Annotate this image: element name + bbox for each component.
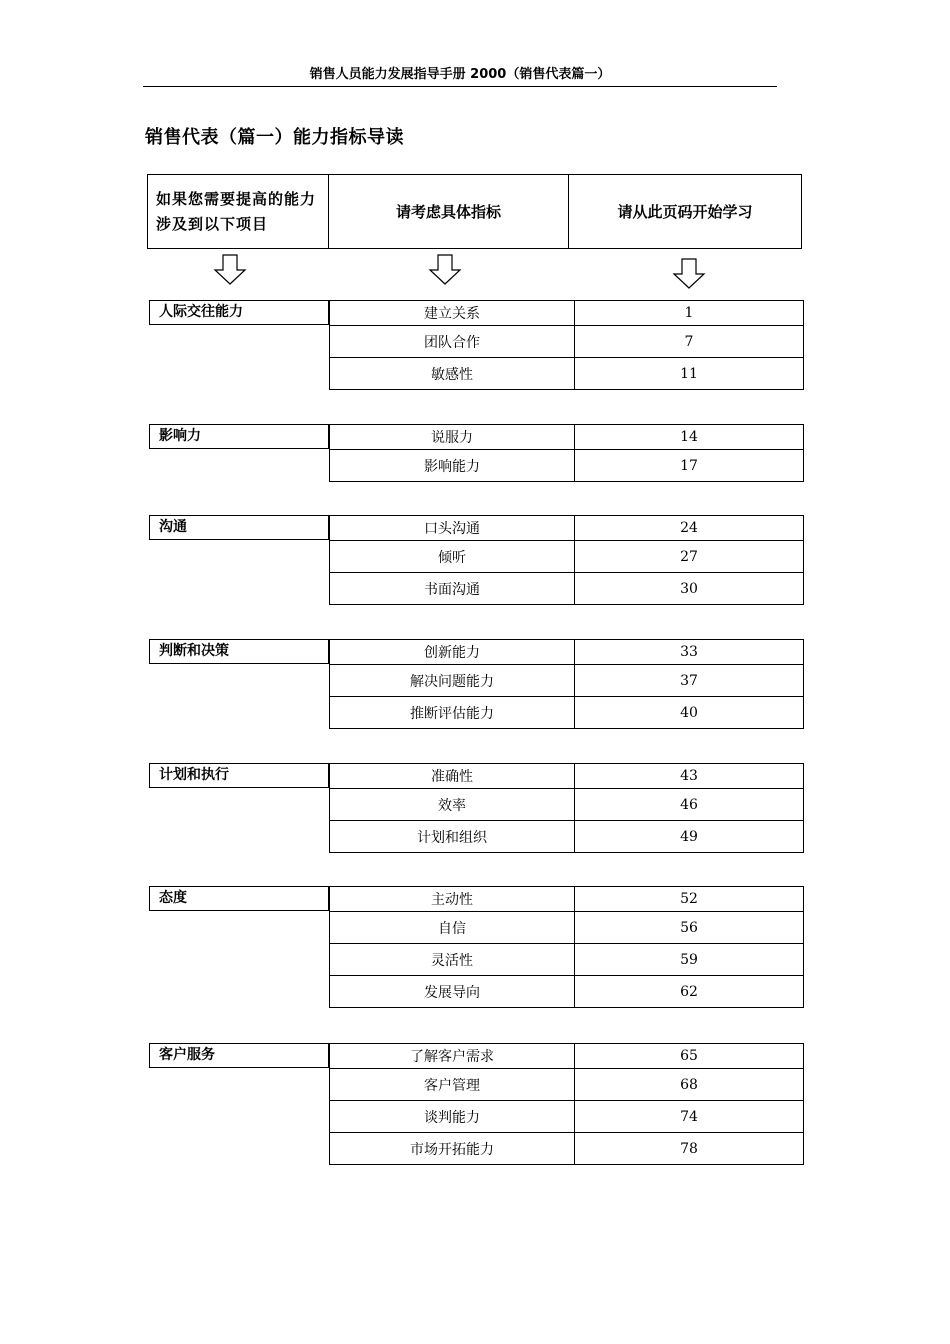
category-label: 计划和执行: [149, 763, 329, 788]
category-label: 影响力: [149, 424, 329, 449]
indicator-table: [329, 515, 804, 605]
indicator-table: [329, 1043, 804, 1165]
category-label: 判断和决策: [149, 639, 329, 664]
table-row: [330, 541, 804, 573]
indicator-cell: 发展导向: [330, 976, 575, 1008]
indicator-cell: 说服力: [330, 425, 575, 450]
category-label: 客户服务: [149, 1043, 329, 1068]
table-row: [330, 1101, 804, 1133]
indicator-cell: 解决问题能力: [330, 665, 575, 697]
page-number-cell: 7: [575, 326, 804, 358]
table-row: [330, 1044, 804, 1069]
page-number-cell: 52: [575, 887, 804, 912]
indicator-table: [329, 886, 804, 1008]
table-row: [330, 697, 804, 729]
table-row: [330, 450, 804, 482]
page-number-cell: 56: [575, 912, 804, 944]
page-number-cell: 46: [575, 789, 804, 821]
indicator-cell: 主动性: [330, 887, 575, 912]
table-row: [330, 665, 804, 697]
page-number-cell: 17: [575, 450, 804, 482]
indicator-cell: 灵活性: [330, 944, 575, 976]
indicator-cell: 建立关系: [330, 301, 575, 326]
intro-col-improve: 如果您需要提高的能力涉及到以下项目: [148, 175, 329, 249]
page-number-cell: 62: [575, 976, 804, 1008]
page-title: 销售代表（篇一）能力指标导读: [145, 127, 404, 148]
table-row: [330, 944, 804, 976]
page-number-cell: 74: [575, 1101, 804, 1133]
indicator-cell: 市场开拓能力: [330, 1133, 575, 1165]
page-number-cell: 49: [575, 821, 804, 853]
table-row: [330, 301, 804, 326]
table-row: [330, 821, 804, 853]
table-row: [330, 358, 804, 390]
indicator-cell: 倾听: [330, 541, 575, 573]
indicator-table: [329, 300, 804, 390]
down-arrow-icon: [213, 254, 247, 286]
page-number-cell: 68: [575, 1069, 804, 1101]
indicator-cell: 准确性: [330, 764, 575, 789]
table-row: [330, 1133, 804, 1165]
down-arrow-icon: [672, 258, 706, 290]
page-number-cell: 43: [575, 764, 804, 789]
indicator-cell: 推断评估能力: [330, 697, 575, 729]
indicator-cell: 客户管理: [330, 1069, 575, 1101]
indicator-cell: 书面沟通: [330, 573, 575, 605]
page-number-cell: 14: [575, 425, 804, 450]
table-row: [330, 516, 804, 541]
indicator-table: [329, 639, 804, 729]
table-row: [330, 789, 804, 821]
intro-col-page: 请从此页码开始学习: [569, 175, 802, 249]
table-row: [330, 573, 804, 605]
page-number-cell: 33: [575, 640, 804, 665]
page-number-cell: 40: [575, 697, 804, 729]
category-label: 态度: [149, 886, 329, 911]
table-row: [330, 326, 804, 358]
page-number-cell: 24: [575, 516, 804, 541]
page-number-cell: 65: [575, 1044, 804, 1069]
table-row: [330, 1069, 804, 1101]
table-row: [330, 912, 804, 944]
indicator-cell: 效率: [330, 789, 575, 821]
table-row: [330, 764, 804, 789]
table-row: [330, 640, 804, 665]
indicator-table: [329, 763, 804, 853]
indicator-cell: 自信: [330, 912, 575, 944]
indicator-cell: 了解客户需求: [330, 1044, 575, 1069]
page-number-cell: 37: [575, 665, 804, 697]
indicator-cell: 团队合作: [330, 326, 575, 358]
indicator-cell: 影响能力: [330, 450, 575, 482]
intro-table: [147, 174, 802, 249]
page-number-cell: 30: [575, 573, 804, 605]
table-row: [330, 887, 804, 912]
indicator-table: [329, 424, 804, 482]
category-label: 人际交往能力: [149, 300, 329, 325]
page-number-cell: 59: [575, 944, 804, 976]
intro-col-indicator: 请考虑具体指标: [329, 175, 569, 249]
indicator-cell: 敏感性: [330, 358, 575, 390]
table-row: [330, 425, 804, 450]
page-number-cell: 78: [575, 1133, 804, 1165]
down-arrow-icon: [428, 254, 462, 286]
table-row: [330, 976, 804, 1008]
page-number-cell: 11: [575, 358, 804, 390]
running-header: 销售人员能力发展指导手册 2000（销售代表篇一）: [143, 66, 777, 87]
indicator-cell: 创新能力: [330, 640, 575, 665]
category-label: 沟通: [149, 515, 329, 540]
page-number-cell: 27: [575, 541, 804, 573]
indicator-cell: 谈判能力: [330, 1101, 575, 1133]
page-number-cell: 1: [575, 301, 804, 326]
indicator-cell: 计划和组织: [330, 821, 575, 853]
indicator-cell: 口头沟通: [330, 516, 575, 541]
